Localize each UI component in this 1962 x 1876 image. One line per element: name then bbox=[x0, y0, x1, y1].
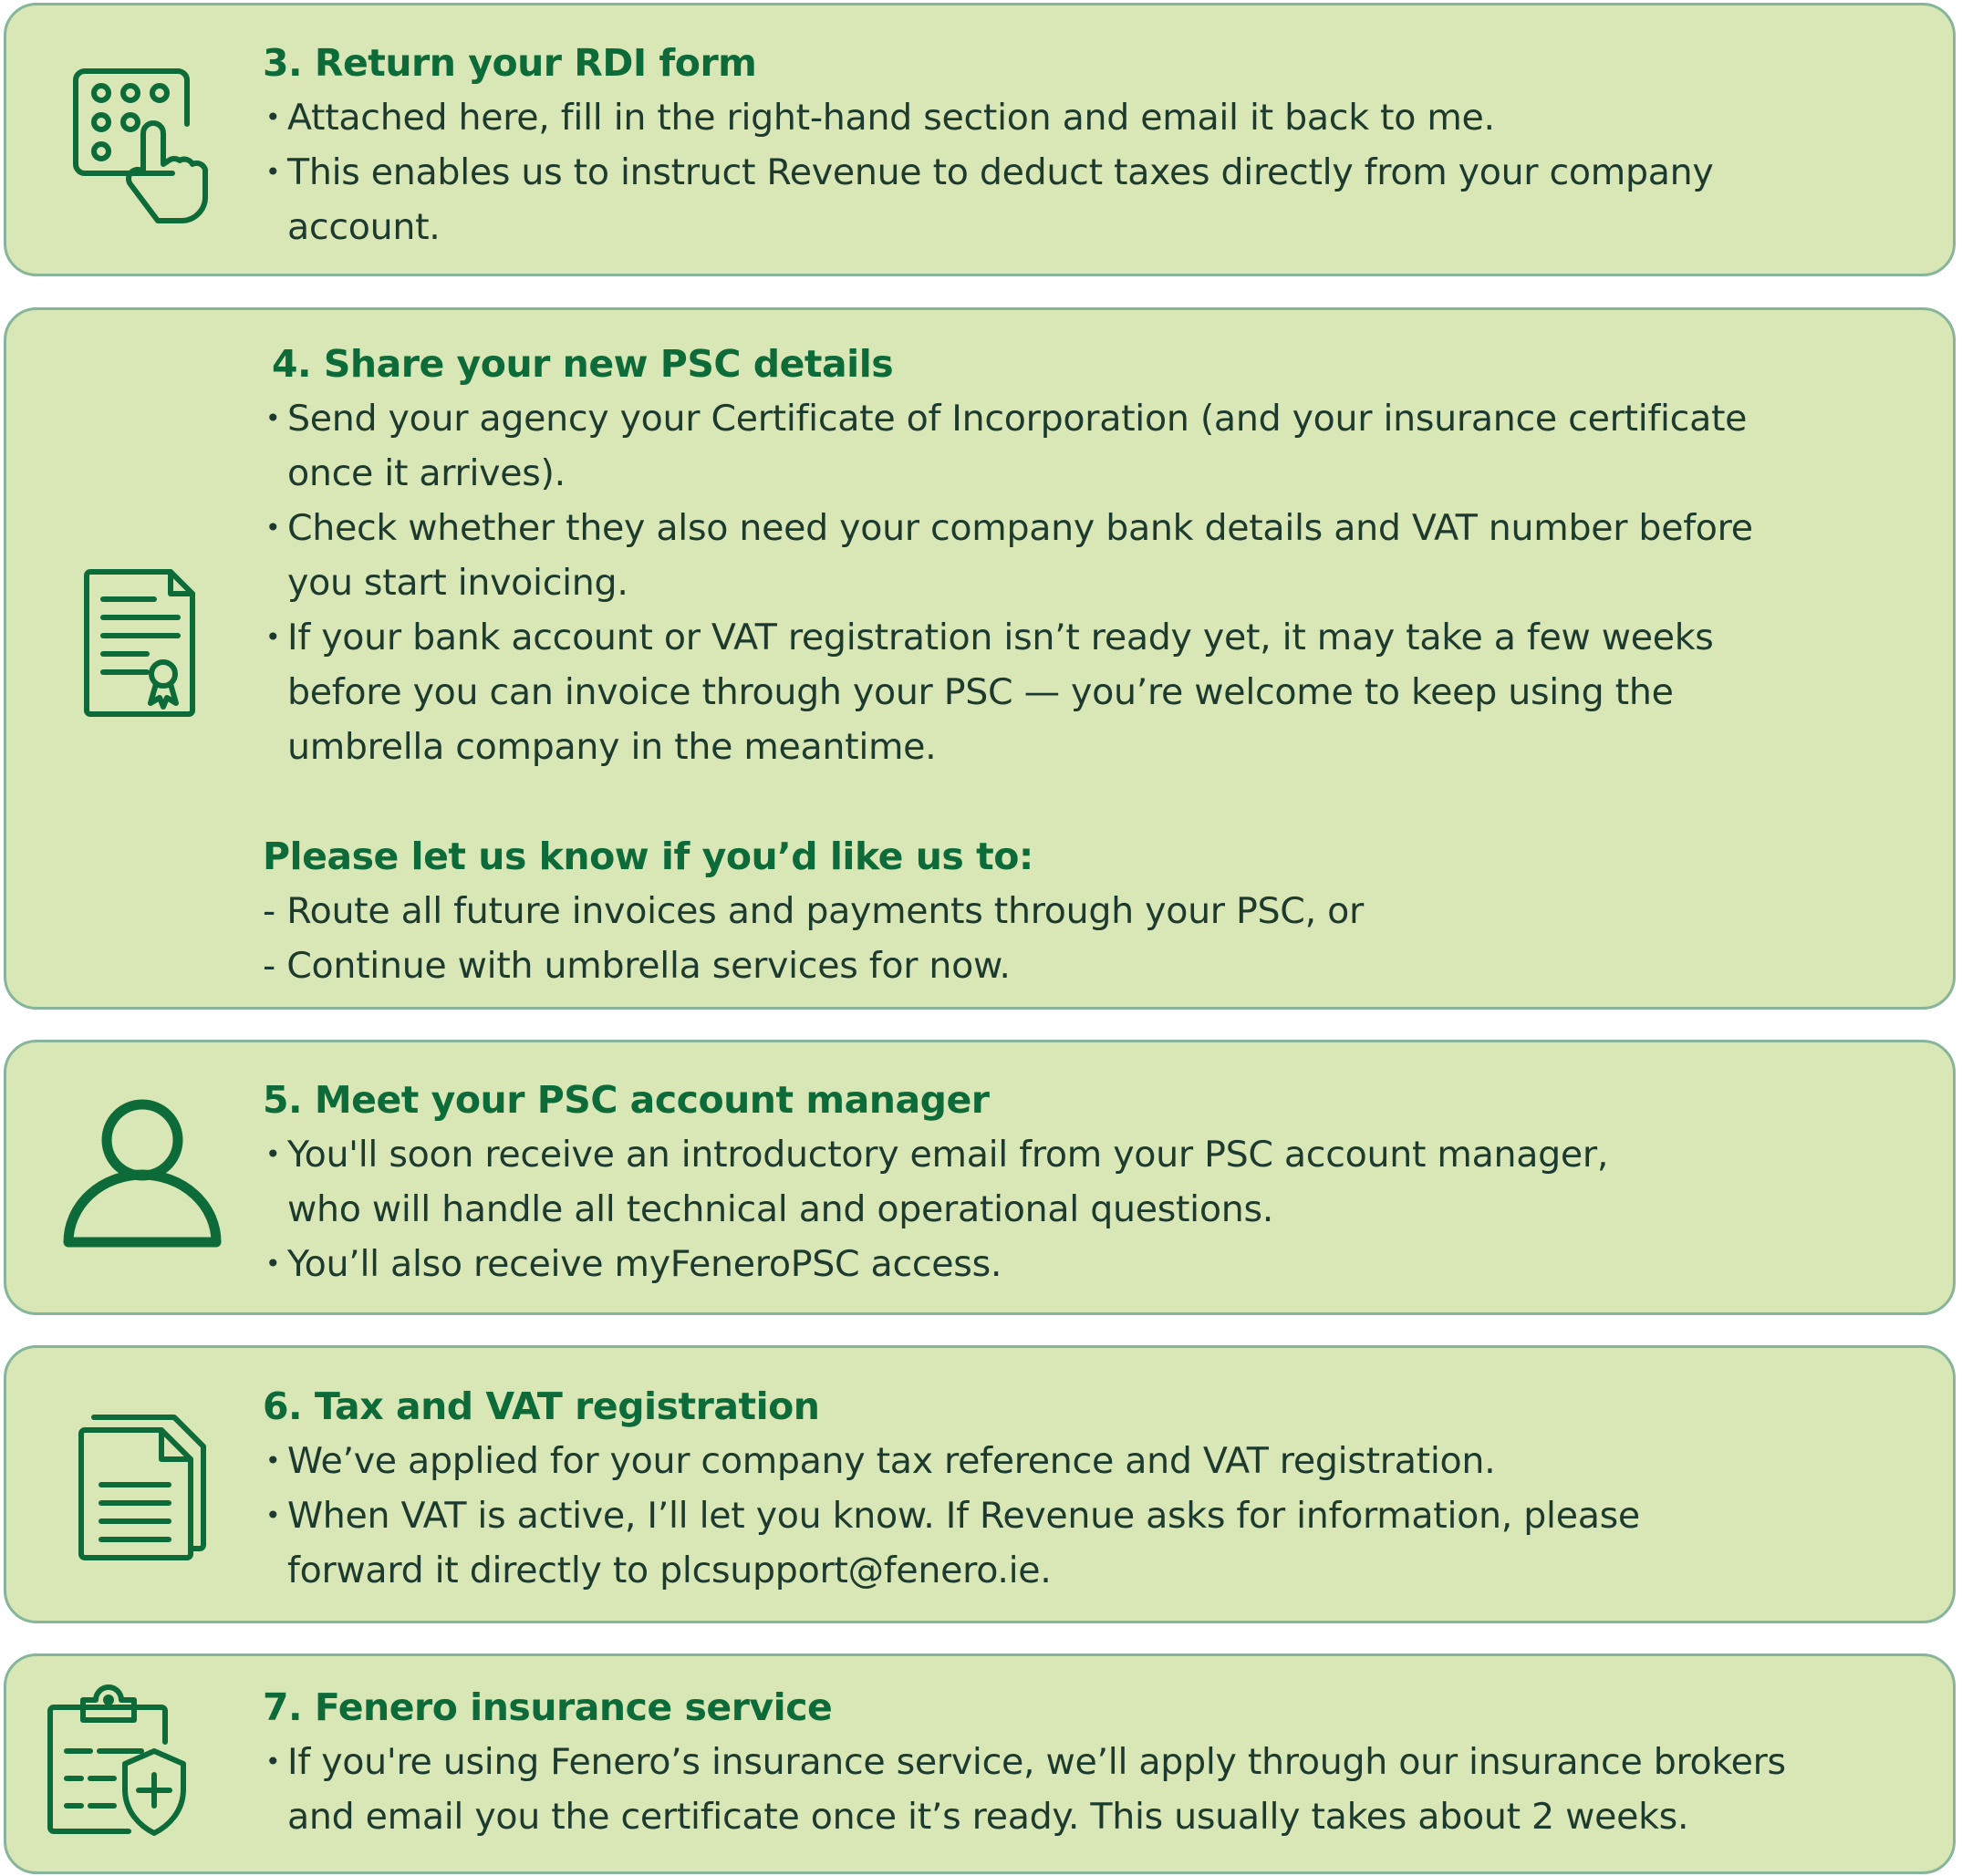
option-line: - Continue with umbrella services for now. bbox=[263, 945, 1011, 987]
step-card-tax-vat bbox=[4, 1345, 1956, 1623]
step-card-insurance bbox=[4, 1653, 1956, 1874]
step-line: • This enables us to instruct Revenue to deduct taxes directly from your company bbox=[263, 145, 1916, 200]
step-line: umbrella company in the meantime. bbox=[287, 726, 937, 768]
step-heading: 4. Share your new PSC details bbox=[272, 342, 894, 386]
step-line: account. bbox=[287, 206, 441, 248]
step-line: and email you the certificate once it’s ready. This usually takes about 2 weeks. bbox=[287, 1796, 1689, 1838]
step-line: • You’ll also receive myFeneroPSC access. bbox=[263, 1237, 1916, 1291]
step-line: • We’ve applied for your company tax reference and VAT registration. bbox=[263, 1434, 1916, 1488]
step-line: who will handle all technical and operational questions. bbox=[287, 1188, 1273, 1230]
step-line: • Send your agency your Certificate of Incorporation (and your insurance certificate bbox=[263, 391, 1916, 446]
step-line: forward it directly to plcsupport@fenero.ie. bbox=[287, 1550, 1052, 1591]
step-card-account-manager bbox=[4, 1040, 1956, 1315]
step-heading: 5. Meet your PSC account manager bbox=[263, 1078, 990, 1122]
step-card-psc-details bbox=[4, 307, 1956, 1010]
clipboard-shield-icon bbox=[47, 1684, 189, 1839]
step-line: • You'll soon receive an introductory email from your PSC account manager, bbox=[263, 1127, 1916, 1182]
documents-stack-icon bbox=[78, 1410, 209, 1561]
step-line: before you can invoice through your PSC — you’re welcome to keep using the bbox=[287, 671, 1674, 713]
keypad-touch-icon bbox=[70, 67, 216, 224]
step-line: • If you're using Fenero’s insurance service, we’ll apply through our insurance brokers bbox=[263, 1735, 1916, 1789]
user-icon bbox=[61, 1098, 223, 1249]
step-line: • When VAT is active, I’ll let you know. If Revenue asks for information, please bbox=[263, 1488, 1916, 1543]
step-line: you start invoicing. bbox=[287, 562, 628, 604]
step-card-rdi bbox=[4, 3, 1956, 276]
step-heading: 6. Tax and VAT registration bbox=[263, 1384, 820, 1428]
option-line: - Route all future invoices and payments through your PSC, or bbox=[263, 890, 1364, 932]
certificate-document-icon bbox=[83, 568, 198, 718]
step-heading: 3. Return your RDI form bbox=[263, 41, 757, 85]
step-line: • If your bank account or VAT registration isn’t ready yet, it may take a few weeks bbox=[263, 610, 1916, 665]
step-line: once it arrives). bbox=[287, 452, 566, 494]
step-line: • Attached here, fill in the right-hand section and email it back to me. bbox=[263, 90, 1916, 145]
step-heading: 7. Fenero insurance service bbox=[263, 1685, 833, 1729]
step-subheading: Please let us know if you’d like us to: bbox=[263, 834, 1033, 878]
step-line: • Check whether they also need your company bank details and VAT number before bbox=[263, 501, 1916, 555]
